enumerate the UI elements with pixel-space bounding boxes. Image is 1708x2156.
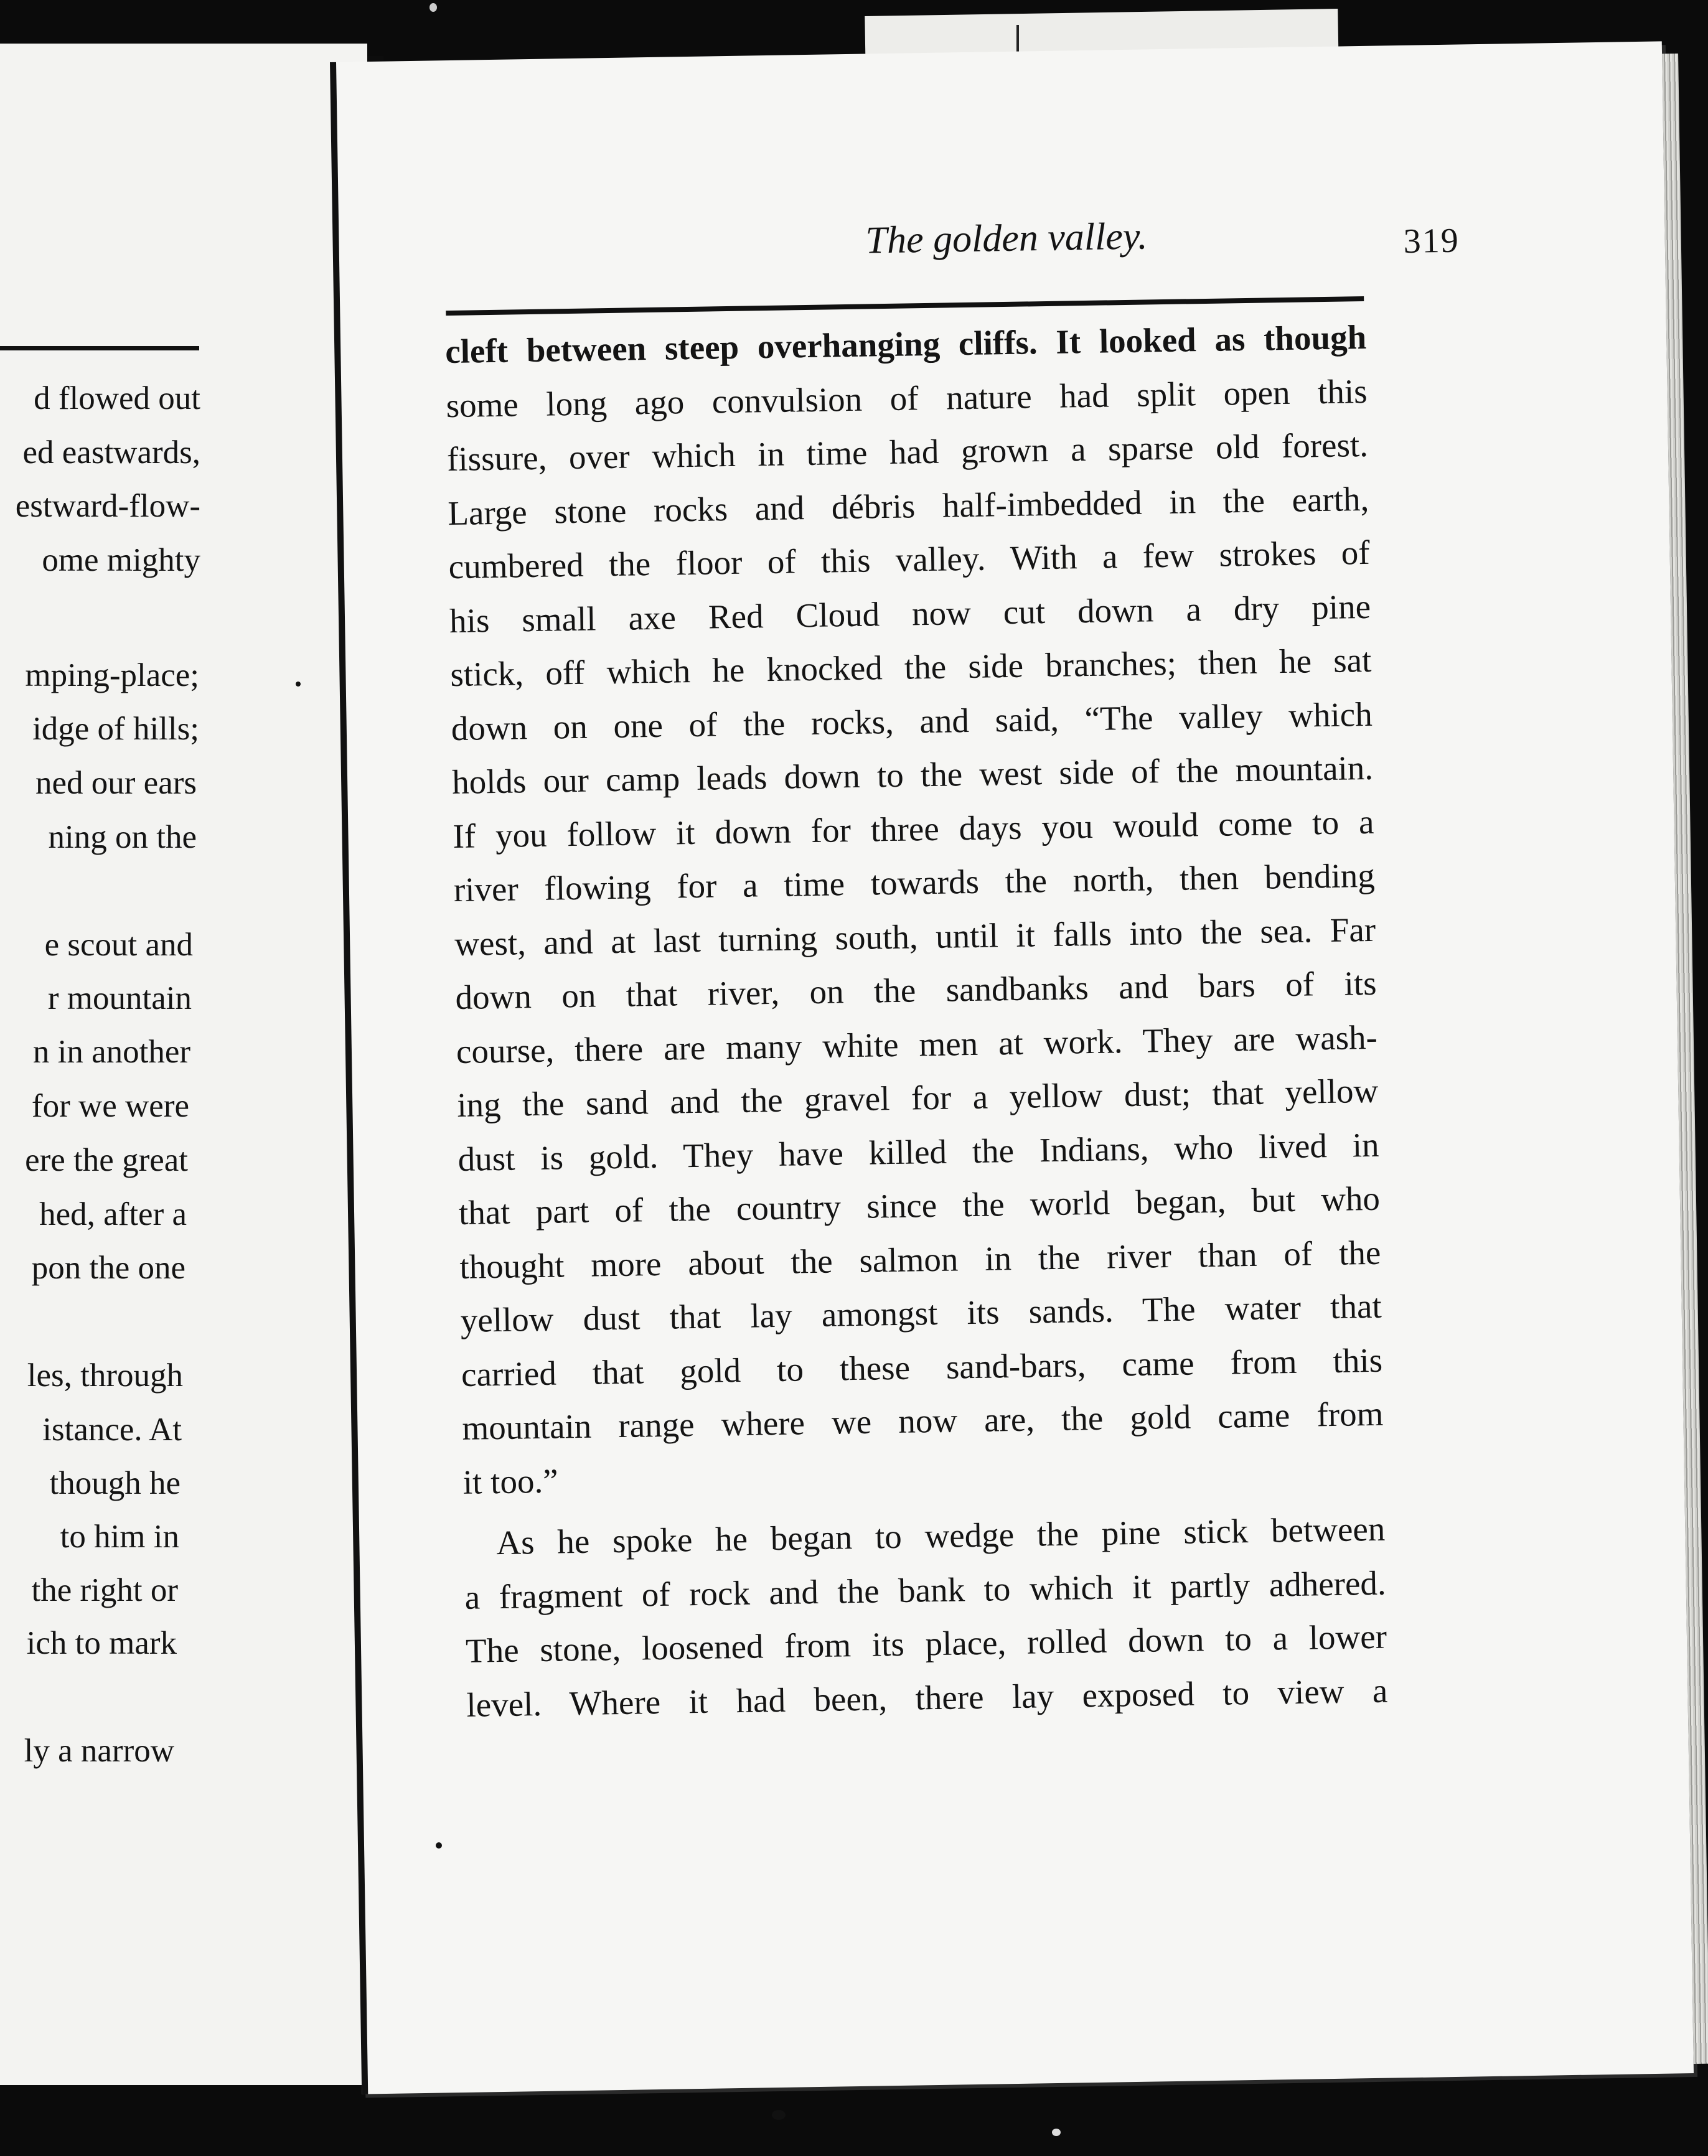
- text-line: cleft between steep overhanging cliffs. It looked as though: [444, 317, 1367, 371]
- text-line: Large stone rocks and débris half-imbedded in the earth,: [447, 479, 1369, 532]
- left-line-17: istance. At: [42, 1412, 182, 1448]
- text-line: The stone, loosened from its place, rolled down to a lower: [465, 1617, 1387, 1670]
- left-line-15: pon the one: [31, 1250, 185, 1286]
- left-line-2: ed eastwards,: [22, 434, 200, 471]
- right-page: [330, 41, 1694, 2094]
- left-line-7: ned our ears: [35, 765, 197, 801]
- text-line: fissure, over which in time had grown a sparse old forest.: [446, 425, 1369, 479]
- scan-speck: [436, 1842, 442, 1849]
- left-line-22: ly a narrow: [24, 1733, 174, 1769]
- page-number: 319: [1403, 221, 1460, 261]
- left-page-head-rule: [0, 346, 199, 350]
- left-line-8: ning on the: [48, 819, 197, 855]
- text-line: river flowing for a time towards the north, then bending: [453, 856, 1376, 909]
- text-line: level. Where it had been, there lay exposed to view a: [466, 1671, 1388, 1724]
- scan-speck: [296, 682, 301, 687]
- page-edge: [1662, 54, 1708, 2064]
- left-line-6: idge of hills;: [32, 711, 199, 747]
- left-line-20: the right or: [31, 1572, 178, 1608]
- text-line: that part of the country since the world began, but who: [458, 1179, 1381, 1232]
- body-text: [445, 311, 1388, 1732]
- left-line-10: r mountain: [47, 980, 192, 1016]
- text-line: down on that river, on the sandbanks and bars of its: [455, 963, 1377, 1017]
- left-line-14: hed, after a: [39, 1196, 187, 1232]
- left-line-21: ich to mark: [26, 1625, 177, 1661]
- left-line-19: to him in: [60, 1519, 179, 1555]
- paragraph-2: [464, 1502, 1388, 1732]
- left-line-18: though he: [49, 1465, 181, 1501]
- text-line: down on one of the rocks, and said, “The valley which: [451, 695, 1373, 748]
- left-line-4: ome mighty: [42, 542, 200, 578]
- text-line: holds our camp leads down to the west side of the mountain.: [451, 748, 1374, 802]
- left-line-5: mping-place;: [25, 657, 199, 693]
- text-line: carried that gold to these sand-bars, came from this: [461, 1341, 1383, 1394]
- left-line-12: for we were: [31, 1088, 189, 1124]
- left-line-13: ere the great: [25, 1142, 188, 1178]
- text-line: a fragment of rock and the bank to which it partly adhered.: [464, 1563, 1387, 1616]
- text-line: stick, off which he knocked the side branches; then he sat: [449, 640, 1372, 694]
- running-head: The golden valley.: [865, 215, 1148, 262]
- paragraph-1: [445, 311, 1385, 1509]
- text-line: yellow dust that lay amongst its sands. The water that: [460, 1287, 1382, 1339]
- text-line: course, there are many white men at work. They are wash-: [456, 1018, 1378, 1071]
- text-line: cumbered the floor of this valley. With a few strokes of: [448, 533, 1371, 586]
- left-line-9: e scout and: [44, 927, 193, 963]
- left-line-3: estward-flow-: [15, 488, 200, 524]
- text-line: some long ago convulsion of nature had split open this: [446, 372, 1368, 424]
- text-line: west, and at last turning south, until it falls into the sea. Far: [454, 910, 1376, 963]
- text-line: If you follow it down for three days you would come to a: [453, 802, 1374, 855]
- text-line: mountain range where we now are, the gold came from: [462, 1394, 1384, 1447]
- text-line: it too.”: [462, 1461, 559, 1501]
- text-line: dust is gold. They have killed the Indians, who lived in: [458, 1125, 1379, 1178]
- scan-speck: [772, 2110, 786, 2120]
- scan-speck: [429, 3, 437, 12]
- text-line: his small axe Red Cloud now cut down a dry pine: [449, 587, 1371, 640]
- left-line-11: n in another: [32, 1034, 190, 1070]
- text-line: ing the sand and the gravel for a yellow dust; that yellow: [456, 1071, 1379, 1124]
- left-page: [0, 44, 367, 2085]
- left-line-16: les, through: [27, 1357, 183, 1394]
- left-line-1: d flowed out: [34, 380, 200, 416]
- text-line: As he spoke he began to wedge the pine stick between: [495, 1509, 1386, 1562]
- text-line: thought more about the salmon in the river than of the: [459, 1233, 1381, 1286]
- scan-speck: [1052, 2129, 1061, 2136]
